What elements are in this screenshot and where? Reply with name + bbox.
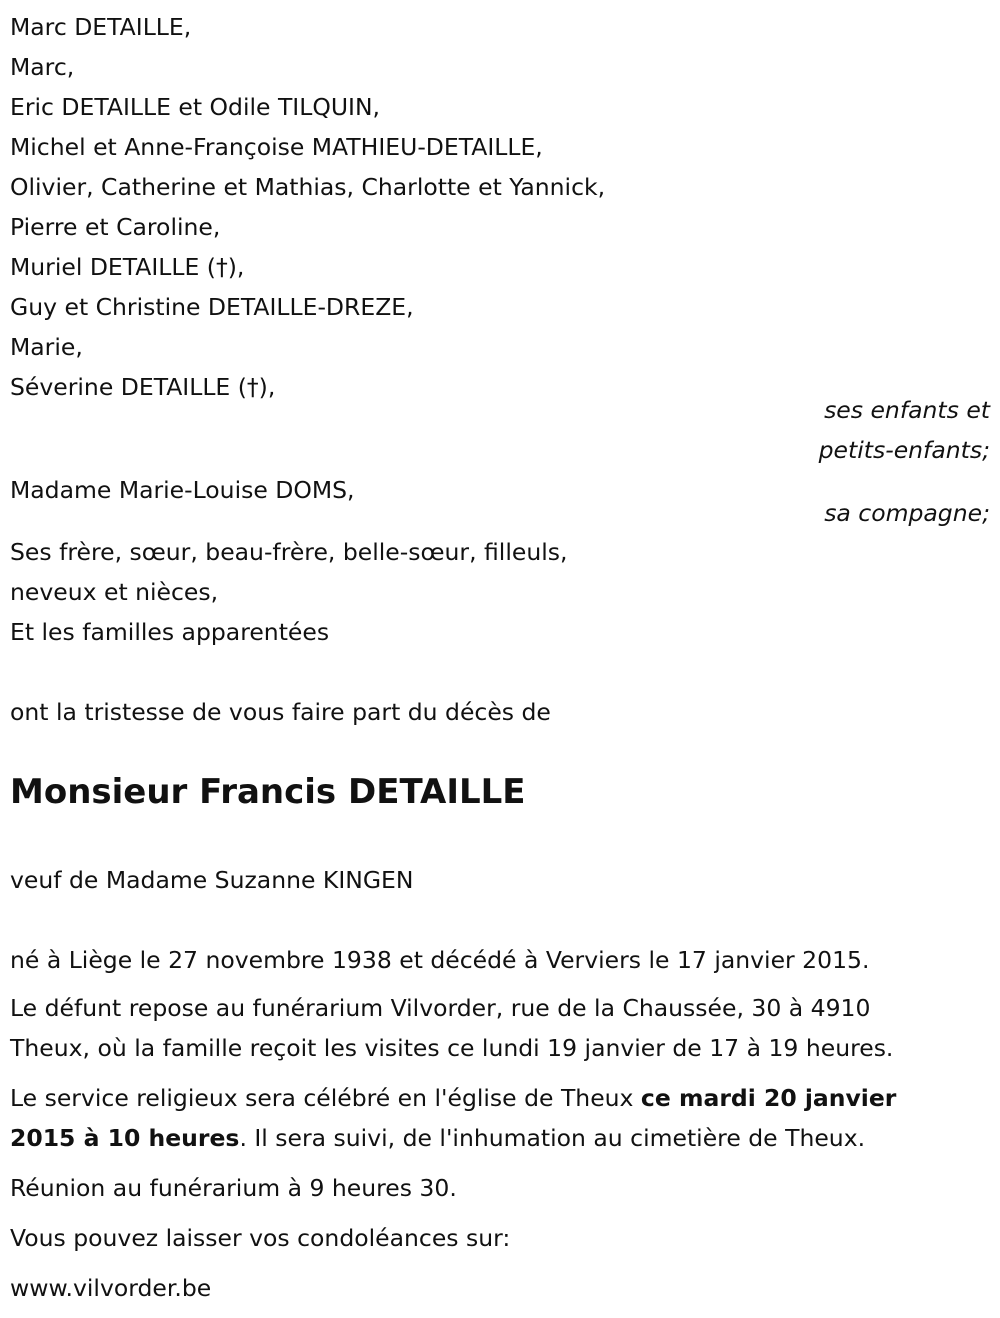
widower: veuf de Madame Suzanne KINGEN	[10, 866, 414, 894]
others-line: Ses frère, sœur, beau-frère, belle-sœur, filleuls,	[10, 538, 568, 566]
family-line: Eric DETAILLE et Odile TILQUIN,	[10, 93, 381, 121]
others-line: Et les familles apparentées	[10, 618, 330, 646]
website-link[interactable]: www.vilvorder.be	[10, 1274, 212, 1302]
service-date: ce mardi 20 janvier	[640, 1084, 897, 1112]
relation-children: ses enfants et	[824, 396, 990, 424]
family-line: Guy et Christine DETAILLE-DREZE,	[10, 293, 414, 321]
family-line: Michel et Anne-Françoise MATHIEU-DETAILLE,	[10, 133, 543, 161]
service-line	[10, 1083, 896, 1113]
birth-death: né à Liège le 27 novembre 1938 et décédé à Verviers le 17 janvier 2015.	[10, 946, 870, 974]
repose-line: Theux, où la famille reçoit les visites ce lundi 19 janvier de 17 à 19 heures.	[10, 1034, 894, 1062]
family-line: Muriel DETAILLE (†),	[10, 253, 245, 281]
family-line: Pierre et Caroline,	[10, 213, 221, 241]
family-line: Marie,	[10, 333, 83, 361]
deceased-name: Monsieur Francis DETAILLE	[10, 772, 526, 812]
relation-companion: sa compagne;	[824, 499, 990, 527]
family-line: Olivier, Catherine et Mathias, Charlotte et Yannick,	[10, 173, 606, 201]
service-text: Le service religieux sera célébré en l'église de Theux	[10, 1084, 641, 1112]
repose-line: Le défunt repose au funérarium Vilvorder, rue de la Chaussée, 30 à 4910	[10, 994, 871, 1022]
service-line	[10, 1123, 865, 1153]
others-line: neveux et nièces,	[10, 578, 219, 606]
condolences: Vous pouvez laisser vos condoléances sur:	[10, 1224, 511, 1252]
announcement: ont la tristesse de vous faire part du décès de	[10, 698, 551, 726]
family-line: Marc,	[10, 53, 75, 81]
companion: Madame Marie-Louise DOMS,	[10, 476, 355, 504]
family-line: Séverine DETAILLE (†),	[10, 373, 276, 401]
service-text: . Il sera suivi, de l'inhumation au cimetière de Theux.	[239, 1124, 866, 1152]
family-line: Marc DETAILLE,	[10, 13, 192, 41]
meeting: Réunion au funérarium à 9 heures 30.	[10, 1174, 457, 1202]
service-time: 2015 à 10 heures	[10, 1124, 240, 1152]
relation-children: petits-enfants;	[818, 436, 990, 464]
